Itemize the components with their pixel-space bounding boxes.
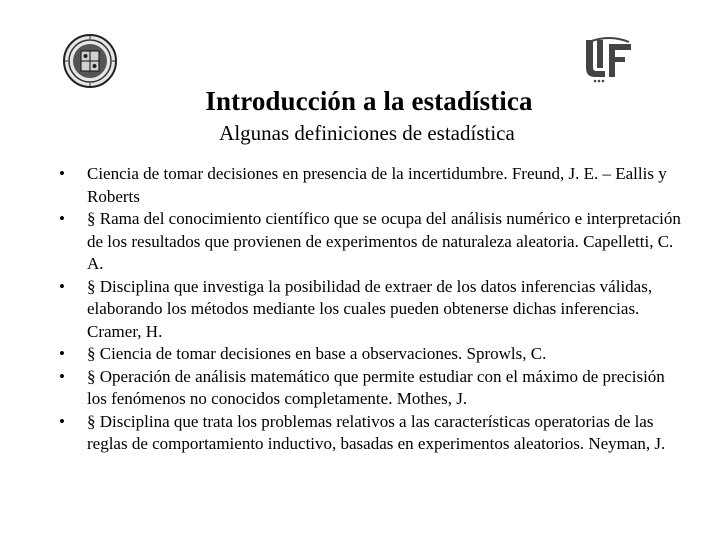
university-seal-icon bbox=[62, 33, 118, 89]
slide-subtitle-text: Algunas definiciones de estadística bbox=[219, 121, 515, 145]
bullet: • bbox=[59, 164, 65, 183]
definition-text: § Ciencia de tomar decisiones en base a observaciones. Sprowls, C. bbox=[87, 344, 547, 363]
bullet: • bbox=[59, 276, 65, 296]
definitions-list bbox=[59, 163, 684, 456]
definition-text: Ciencia de tomar decisiones en presencia de la incertidumbre. Freund, J. E. – Eallis y Roberts bbox=[87, 164, 667, 206]
bullet: • bbox=[59, 366, 65, 386]
bullet: • bbox=[59, 344, 65, 363]
definition-text: § Operación de análisis matemático que permite estudiar con el máximo de precisión los fenómenos no conocidos completamente. Mothes, J. bbox=[87, 366, 665, 408]
bullet: • bbox=[59, 209, 65, 228]
ulf-logo-icon bbox=[583, 36, 635, 84]
definition-item bbox=[59, 208, 684, 276]
definition-item bbox=[59, 163, 684, 208]
slide-subtitle bbox=[0, 121, 720, 146]
bullet: • bbox=[59, 411, 65, 431]
definition-text: § Disciplina que trata los problemas relativos a las características operatorias de las reglas de comportamiento inductivo, basadas en experimentos aleatorios. Neyman, J. bbox=[87, 411, 666, 453]
slide-title-text: Introducción a la estadística bbox=[205, 86, 533, 116]
definition-item bbox=[59, 366, 684, 411]
definition-item bbox=[59, 343, 684, 366]
definition-text: § Rama del conocimiento científico que se ocupa del análisis numérico e interpretación de los resultados que provienen de experimentos de naturaleza aleatoria. Capelletti, C. A. bbox=[87, 209, 681, 273]
slide-title bbox=[0, 86, 720, 117]
definition-item bbox=[59, 276, 684, 344]
definition-item bbox=[59, 411, 684, 456]
definition-text: § Disciplina que investiga la posibilidad de extraer de los datos inferencias válidas, elaborando los métodos mediante los cuales pueden obtenerse dichas inferencias. Cramer, H. bbox=[87, 276, 653, 341]
